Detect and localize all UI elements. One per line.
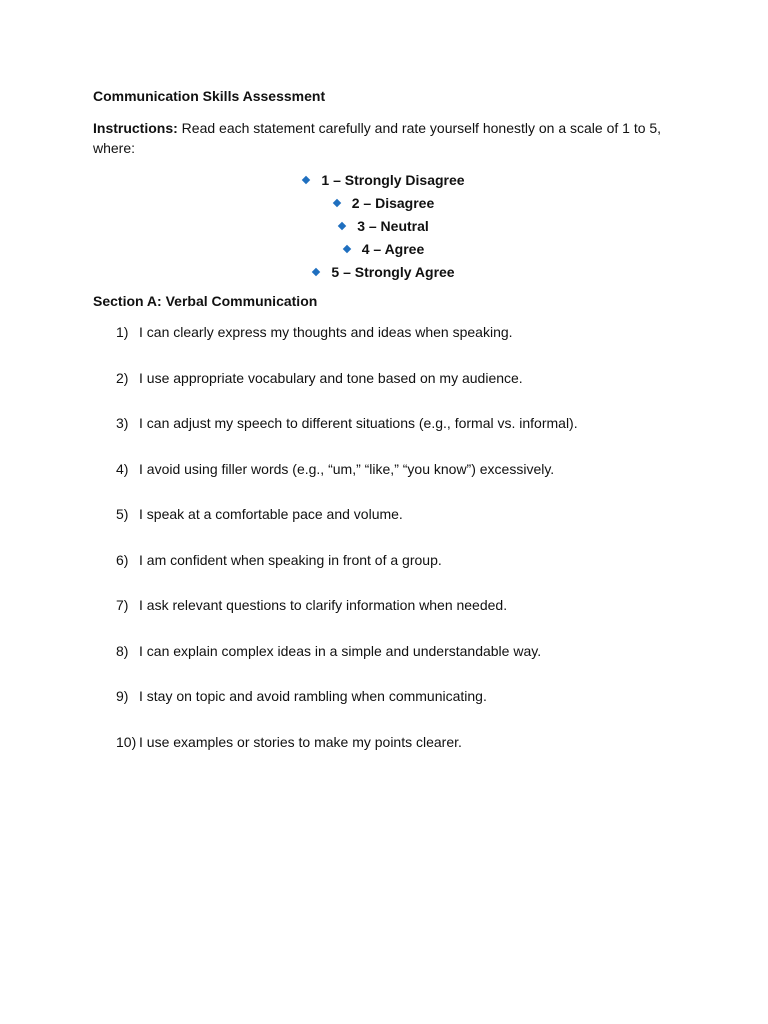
scale-item-label: 1 – Strongly Disagree: [321, 172, 465, 188]
diamond-bullet-icon: [302, 176, 310, 184]
question-number: 9): [116, 688, 129, 704]
document-title: Communication Skills Assessment: [93, 88, 326, 104]
question-item: [0, 322, 768, 368]
question-item: [0, 550, 768, 596]
question-text: I speak at a comfortable pace and volume.: [139, 506, 403, 522]
scale-item-label: 2 – Disagree: [351, 195, 435, 211]
question-text: I am confident when speaking in front of a group.: [139, 551, 442, 568]
question-item: [0, 686, 768, 732]
diamond-bullet-icon: [312, 268, 320, 276]
question-number: 7): [116, 597, 129, 613]
scale-item-label: 3 – Neutral: [357, 218, 429, 234]
question-number: 8): [116, 642, 129, 659]
question-text: I ask relevant questions to clarify information when needed.: [139, 597, 508, 613]
question-text: I use examples or stories to make my points clearer.: [139, 733, 462, 750]
question-item: [0, 413, 768, 459]
diamond-bullet-icon: [338, 222, 346, 230]
question-text: I use appropriate vocabulary and tone based on my audience.: [139, 369, 523, 386]
question-item: [0, 595, 768, 641]
scale-item: [0, 193, 768, 216]
scale-item-label: 4 – Agree: [361, 241, 425, 257]
scale-item-label: 5 – Strongly Agree: [331, 264, 455, 280]
diamond-bullet-icon: [342, 245, 350, 253]
question-item: [0, 368, 768, 414]
question-number: 6): [116, 551, 129, 568]
instructions-lead: Instructions:: [93, 120, 178, 136]
question-item: [0, 459, 768, 505]
instructions-text: Read each statement carefully and rate yourself honestly on a scale of 1 to 5, where:: [93, 120, 662, 156]
question-number: 5): [116, 506, 129, 522]
question-text: I stay on topic and avoid rambling when communicating.: [139, 688, 487, 704]
instructions-paragraph: [93, 118, 673, 158]
question-item: [0, 641, 768, 687]
question-number: 2): [116, 369, 129, 386]
scale-item: [0, 239, 768, 262]
scale-item: [0, 262, 768, 285]
question-item: [0, 732, 768, 778]
section-a-heading: Section A: Verbal Communication: [93, 293, 318, 309]
question-text: I can clearly express my thoughts and ideas when speaking.: [139, 324, 513, 340]
scale-item: [0, 170, 768, 193]
question-text: I avoid using filler words (e.g., “um,” “like,” “you know”) excessively.: [139, 460, 555, 477]
question-number: 1): [116, 324, 129, 340]
question-text: I can explain complex ideas in a simple and understandable way.: [139, 642, 542, 659]
rating-scale-list: [0, 170, 768, 285]
question-number: 4): [116, 460, 129, 477]
question-number: 3): [116, 415, 129, 431]
diamond-bullet-icon: [333, 199, 341, 207]
question-text: I can adjust my speech to different situations (e.g., formal vs. informal).: [139, 415, 578, 431]
question-number: 10): [116, 733, 137, 750]
question-item: [0, 504, 768, 550]
scale-item: [0, 216, 768, 239]
section-a-question-list: [0, 322, 768, 777]
